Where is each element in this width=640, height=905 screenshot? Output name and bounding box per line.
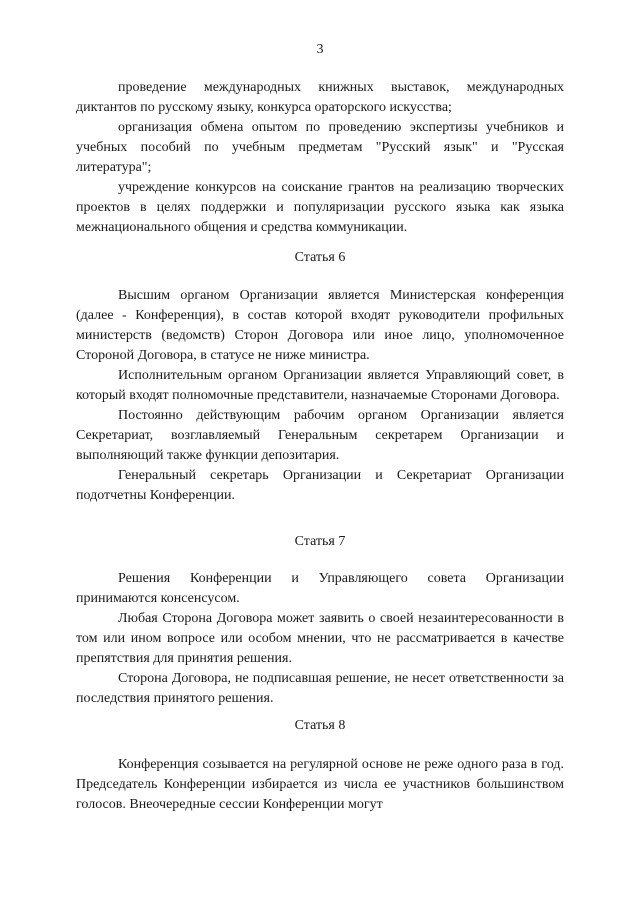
article-8-paragraph: Конференция созывается на регулярной основе не реже одного раза в год. Председатель Конференции избирается из числа ее участников большинством голосов. Внеочередные сессии Конференции могут xyxy=(76,757,564,812)
article-7-paragraph: Любая Сторона Договора может заявить о своей незаинтересованности в том или ином вопросе или особом мнении, что не рассматривается в качестве препятствия для принятия решения. xyxy=(76,611,564,666)
article-7-paragraph: Решения Конференции и Управляющего совета Организации принимаются консенсусом. xyxy=(76,571,564,606)
article-6-paragraph: Постоянно действующим рабочим органом Организации является Секретариат, возглавляемый Генеральным секретарем Организации и выполняющий также функции депозитария. xyxy=(76,408,564,463)
article-7-paragraph: Сторона Договора, не подписавшая решение, не несет ответственности за последствия принятого решения. xyxy=(76,671,564,706)
article-6-paragraph: Генеральный секретарь Организации и Секретариат Организации подотчетны Конференции. xyxy=(76,468,564,503)
intro-paragraph: проведение международных книжных выставок, международных диктантов по русскому языку, конкурса ораторского искусства; xyxy=(76,80,564,115)
article-6-heading: Статья 6 xyxy=(294,250,346,265)
article-7-body xyxy=(76,569,564,709)
article-8-body xyxy=(76,755,564,815)
page-number: 3 xyxy=(316,42,324,57)
intro-paragraph: организация обмена опытом по проведению экспертизы учебников и учебных пособий по учебным предметам "Русский язык" и "Русская литература"; xyxy=(76,120,564,175)
article-7-heading: Статья 7 xyxy=(294,534,346,549)
article-8-heading: Статья 8 xyxy=(294,718,346,733)
article-6-paragraph: Исполнительным органом Организации является Управляющий совет, в который входят полномочные представители, назначаемые Сторонами Договора. xyxy=(76,368,564,403)
intro-paragraph: учреждение конкурсов на соискание грантов на реализацию творческих проектов в целях поддержки и популяризации русского языка как языка межнационального общения и средства коммуникации. xyxy=(76,180,564,235)
article-6-body xyxy=(76,286,564,506)
intro-list-block xyxy=(76,78,564,238)
article-6-paragraph: Высшим органом Организации является Министерская конференция (далее - Конференция), в состав которой входят руководители профильных министерств (ведомств) Сторон Договора или иное лицо, уполномоченное Стороной Договора, в статусе не ниже министра. xyxy=(76,288,564,363)
